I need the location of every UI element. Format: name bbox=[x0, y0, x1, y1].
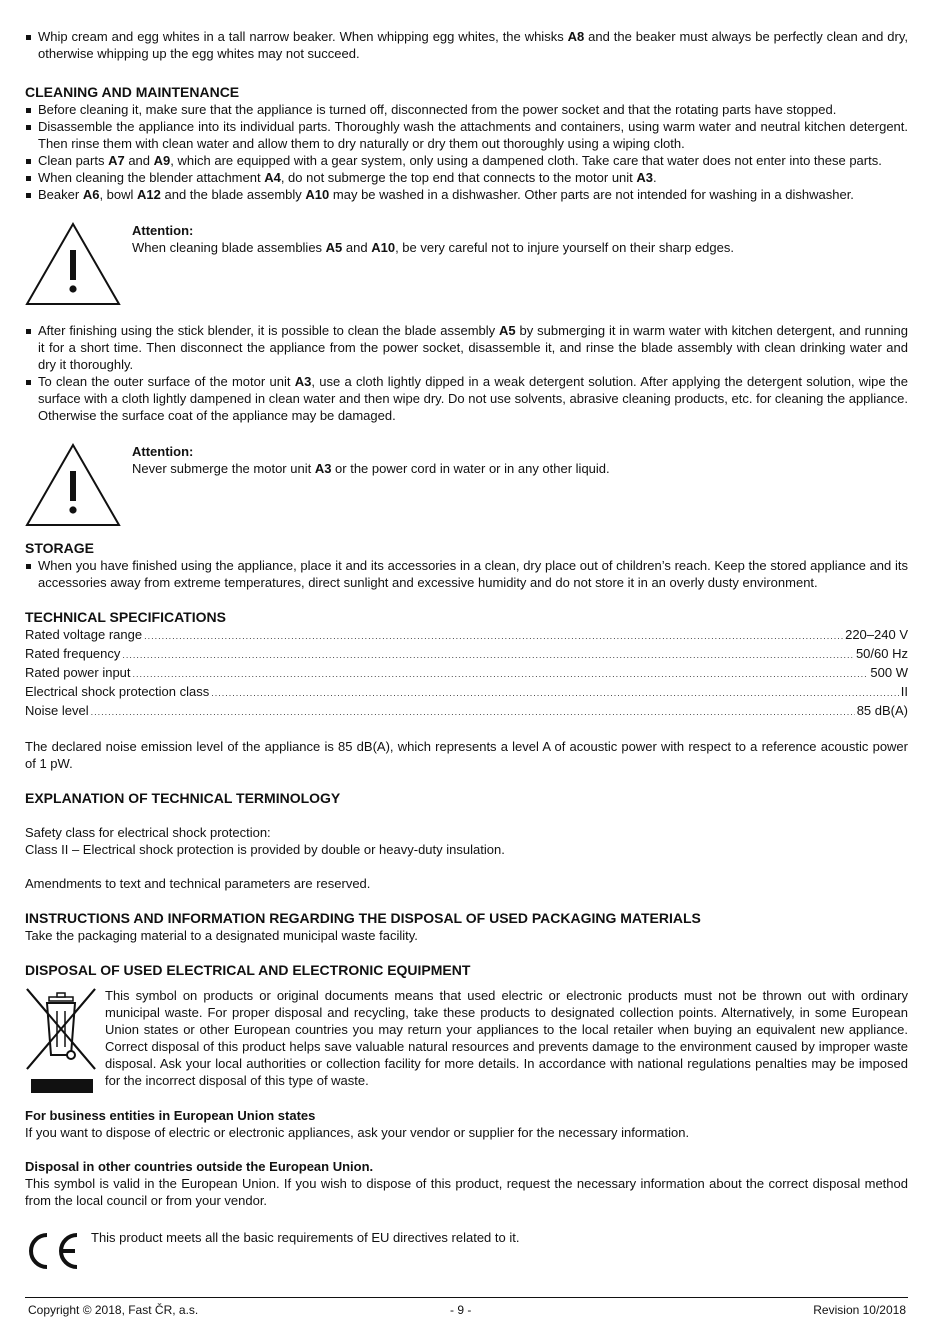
spec-row: Rated voltage range ..... 220–240 V bbox=[25, 626, 908, 645]
attention-text: Attention: When cleaning blade assemblies A5 and A10, be very careful not to injure yourself on their sharp edges. bbox=[132, 223, 734, 255]
copyright: Copyright © 2018, Fast ČR, a.s. bbox=[28, 1303, 199, 1317]
list-item: Whip cream and egg whites in a tall narrow beaker. When whipping egg whites, the whisks A8 and the beaker must always be perfectly clean and dry, otherwise whipping up the egg whites may not succeed. bbox=[25, 28, 908, 62]
list-item: When you have finished using the appliance, place it and its accessories in a clean, dry place out of children’s reach. Keep the stored appliance and its accessories away from extreme temperatures, direct sunlight and excessive humidity and do not store it in an overly dusty environment. bbox=[25, 557, 908, 591]
spec-row: Rated frequency ..... 50/60 Hz bbox=[25, 645, 908, 664]
page-content bbox=[25, 28, 908, 1271]
spec-row: Electrical shock protection class ..... II bbox=[25, 683, 908, 702]
storage-heading: STORAGE bbox=[25, 540, 94, 556]
attention-box bbox=[25, 222, 908, 310]
storage-list bbox=[25, 557, 908, 591]
other-countries-heading: Disposal in other countries outside the European Union. bbox=[25, 1159, 374, 1174]
terminology-line: Safety class for electrical shock protection: bbox=[25, 825, 271, 840]
noise-note: The declared noise emission level of the appliance is 85 dB(A), which represents a level A of acoustic power with respect to a reference acoustic power of 1 pW. bbox=[25, 739, 908, 771]
page-footer bbox=[25, 1297, 908, 1322]
ce-block bbox=[25, 1231, 908, 1271]
terminology-line: Class II – Electrical shock protection is provided by double or heavy-duty insulation. bbox=[25, 842, 505, 857]
page-number: - 9 - bbox=[450, 1303, 472, 1317]
specs-table bbox=[25, 626, 908, 721]
cleaning-list-2 bbox=[25, 322, 908, 424]
cleaning-heading: CLEANING AND MAINTENANCE bbox=[25, 84, 240, 100]
business-text: If you want to dispose of electric or electronic appliances, ask your vendor or supplier for the necessary information. bbox=[25, 1125, 690, 1140]
attention-title: Attention: bbox=[132, 223, 194, 238]
disposal-block bbox=[25, 987, 908, 1093]
cleaning-list bbox=[25, 101, 908, 203]
disposal-heading: DISPOSAL OF USED ELECTRICAL AND ELECTRONIC EQUIPMENT bbox=[25, 962, 471, 978]
warning-triangle-icon bbox=[25, 443, 121, 527]
list-item: Disassemble the appliance into its individual parts. Thoroughly wash the attachments and containers, using warm water and neutral kitchen detergent. Then rinse them with clean water and allow them to dry naturally or dry them out thoroughly using a wiping cloth. bbox=[25, 118, 908, 152]
revision: Revision 10/2018 bbox=[813, 1303, 906, 1317]
list-item: After finishing using the stick blender, it is possible to clean the blade assembly A5 by submerging it in warm water with kitchen detergent, and running it for a short time. Then disconnect the appliance from the power socket, disassemble it, and rinse the blade assembly with clean drinking water and dry it thoroughly. bbox=[25, 322, 908, 373]
packaging-heading: INSTRUCTIONS AND INFORMATION REGARDING THE DISPOSAL OF USED PACKAGING MATERIALS bbox=[25, 910, 701, 926]
attention-text: Attention: Never submerge the motor unit A3 or the power cord in water or in any other liquid. bbox=[132, 444, 610, 476]
crossed-bin-icon bbox=[25, 987, 97, 1093]
business-heading: For business entities in European Union states bbox=[25, 1108, 316, 1123]
amendments-note: Amendments to text and technical parameters are reserved. bbox=[25, 876, 371, 891]
list-item: Beaker A6, bowl A12 and the blade assembly A10 may be washed in a dishwasher. Other parts are not intended for washing in a dishwasher. bbox=[25, 186, 908, 203]
svg-text:CE: CE bbox=[25, 1231, 27, 1232]
list-item: Before cleaning it, make sure that the appliance is turned off, disconnected from the power socket and that the rotating parts have stopped. bbox=[25, 101, 908, 118]
spec-row: Noise level ..... 85 dB(A) bbox=[25, 702, 908, 721]
warning-triangle-icon bbox=[25, 222, 121, 306]
packaging-text: Take the packaging material to a designated municipal waste facility. bbox=[25, 928, 418, 943]
spec-row: Rated power input ..... 500 W bbox=[25, 664, 908, 683]
attention-title: Attention: bbox=[132, 444, 194, 459]
intro-list bbox=[25, 28, 908, 62]
attention-box bbox=[25, 443, 908, 539]
list-item: Clean parts A7 and A9, which are equipped with a gear system, only using a dampened cloth. Take care that water does not enter into these parts. bbox=[25, 152, 908, 169]
terminology-heading: EXPLANATION OF TECHNICAL TERMINOLOGY bbox=[25, 790, 341, 806]
ce-text: This product meets all the basic requirements of EU directives related to it. bbox=[91, 1230, 520, 1245]
list-item: When cleaning the blender attachment A4, do not submerge the top end that connects to the motor unit A3. bbox=[25, 169, 908, 186]
disposal-text: This symbol on products or original documents means that used electric or electronic products must not be thrown out with ordinary municipal waste. For proper disposal and recycling, take these products to designated collection points. Alternatively, in some European Union states or other European countries you may return your appliances to the local retailer when buying an equivalent new appliance. Correct disposal of this product helps save valuable natural resources and prevents damage to the environment caused by improper waste disposal. Ask your local authorities or collection facility for more details. In accordance with national regulations penalties may be imposed for the incorrect disposal of this type of waste. bbox=[105, 988, 908, 1088]
specs-heading: TECHNICAL SPECIFICATIONS bbox=[25, 609, 226, 625]
other-countries-text: This symbol is valid in the European Union. If you wish to dispose of this product, request the necessary information about the correct disposal method from the local council or from your vendor. bbox=[25, 1176, 908, 1208]
ce-mark-logo bbox=[25, 1231, 81, 1271]
list-item: To clean the outer surface of the motor unit A3, use a cloth lightly dipped in a weak detergent solution. After applying the detergent solution, wipe the surface with a cloth lightly dampened in clean water and then wipe dry. Do not use solvents, abrasive cleaning products, etc. for cleaning the appliance. Otherwise the surface coat of the appliance may be damaged. bbox=[25, 373, 908, 424]
